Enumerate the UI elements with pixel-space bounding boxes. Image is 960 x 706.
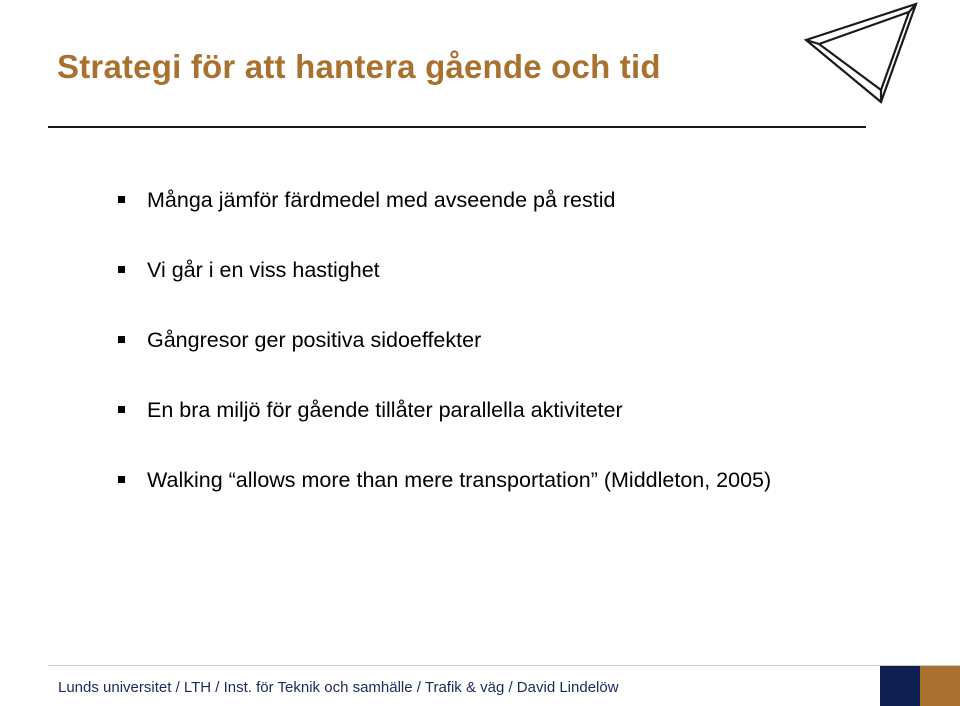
footer-text: Lunds universitet / LTH / Inst. för Teknik och samhälle / Trafik & väg / David Lindelöw [58,679,619,696]
bullet-text: En bra miljö för gående tillåter parallella aktiviteter [147,398,623,422]
triangle-prism-logo-icon [804,0,922,104]
title-divider [48,126,866,128]
square-bullet-icon [118,266,125,273]
square-bullet-icon [118,336,125,343]
bullet-text: Walking “allows more than mere transportation” (Middleton, 2005) [147,468,772,492]
square-bullet-icon [118,196,125,203]
footer-gold-block [920,666,960,706]
square-bullet-icon [118,476,125,483]
bullet-text: Många jämför färdmedel med avseende på restid [147,188,616,212]
bullet-text: Gångresor ger positiva sidoeffekter [147,328,482,352]
bullet-text: Vi går i en viss hastighet [147,258,380,282]
square-bullet-icon [118,406,125,413]
footer-navy-block [880,666,920,706]
slide-title: Strategi för att hantera gående och tid [57,48,661,85]
footer-divider [48,665,960,666]
